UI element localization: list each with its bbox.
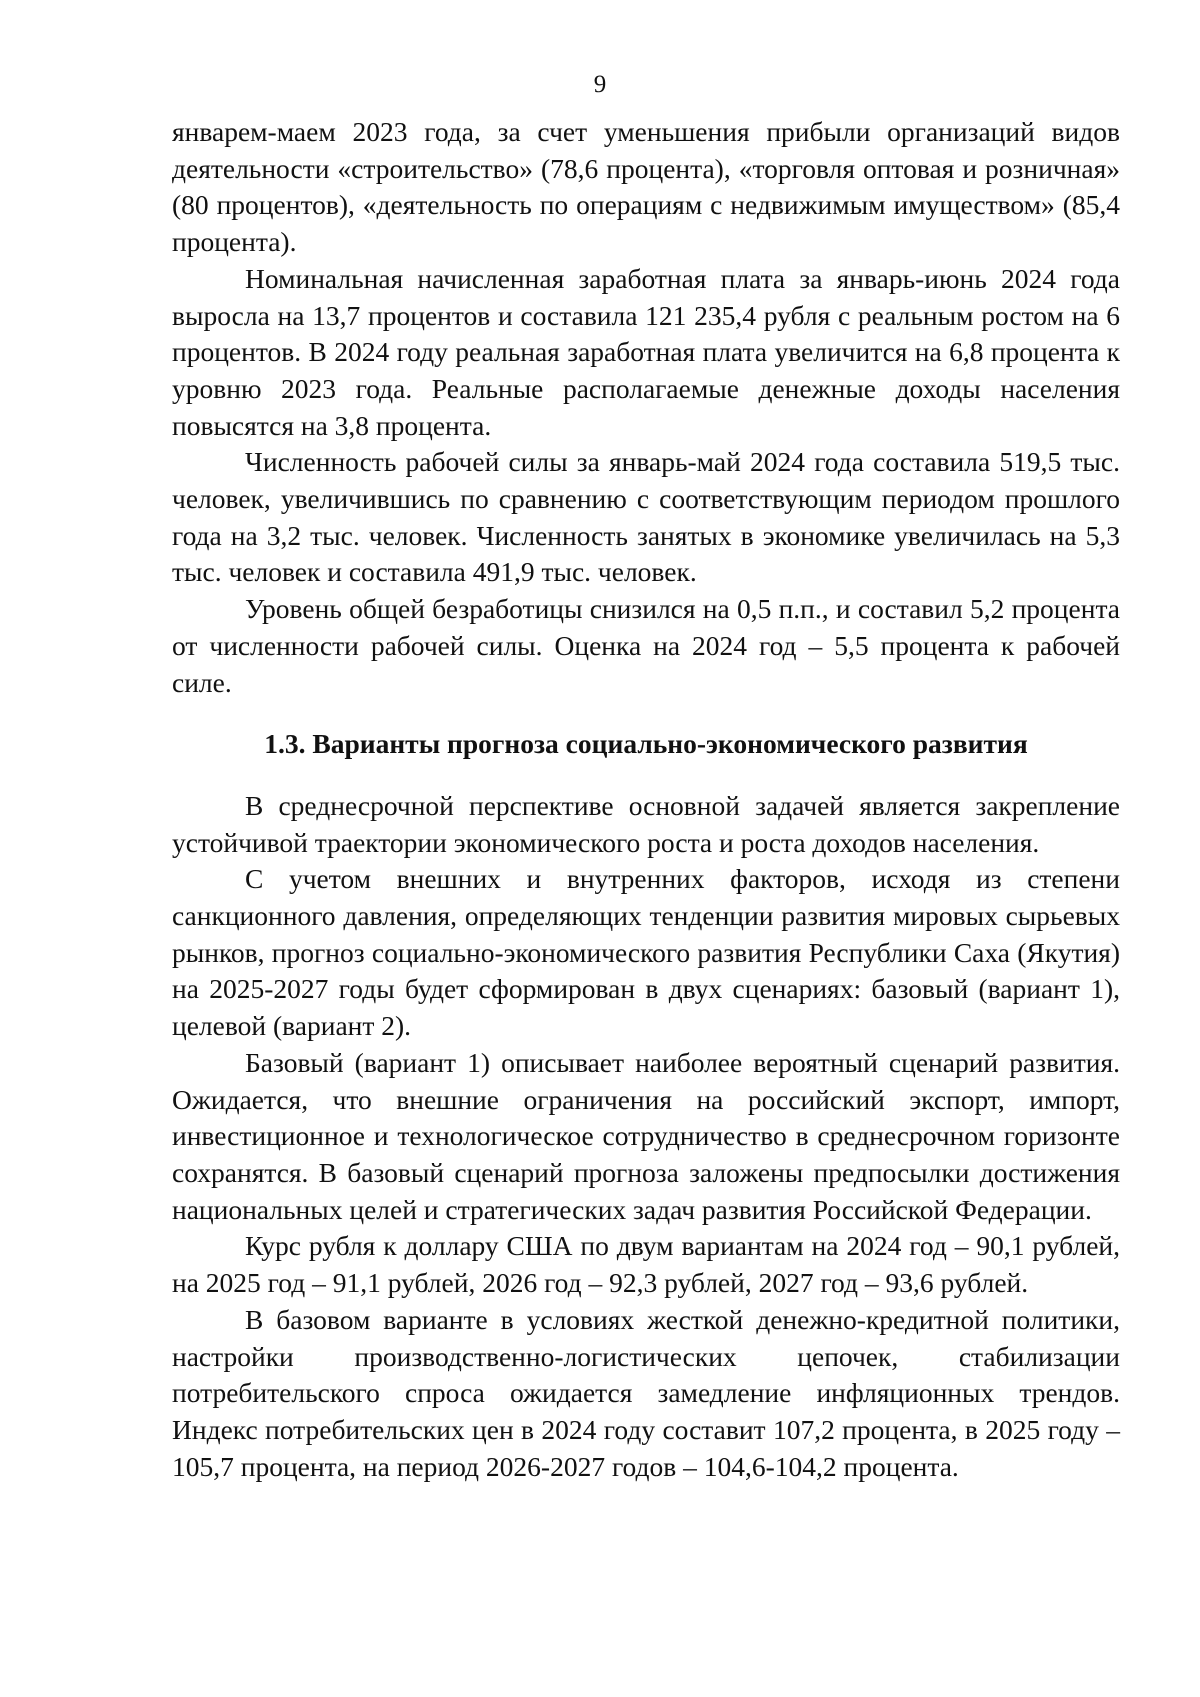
page-number: 9	[593, 71, 607, 98]
paragraph-exchange-rate: Курс рубля к доллару США по двум вариантам на 2024 год – 90,1 рублей, на 2025 год – 91,1 рублей, 2026 год – 92,3 рублей, 2027 год – 93,6 рублей.	[172, 1230, 1120, 1299]
paragraph-labor-force: Численность рабочей силы за январь-май 2024 года составила 519,5 тыс. человек, увеличившись по сравнению с соответствующим периодом прошлого года на 3,2 тыс. человек. Численность занятых в экономике увеличилась на 5,3 тыс. человек и составила 491,9 тыс. человек.	[172, 446, 1120, 588]
paragraph-continuation: январем-маем 2023 года, за счет уменьшения прибыли организаций видов деятельности «строительство» (78,6 процента), «торговля оптовая и розничная» (80 процентов), «деятельность по операциям с недвижимым имуществом» (85,4 процента).	[172, 116, 1120, 258]
paragraph-inflation: В базовом варианте в условиях жесткой денежно-кредитной политики, настройки производственно-логистических цепочек, стабилизации потребительского спроса ожидается замедление инфляционных трендов. Индекс потребительских цен в 2024 году составит 107,2 процента, в 2025 году – 105,7 процента, на период 2026-2027 годов – 104,6-104,2 процента.	[172, 1303, 1120, 1482]
document-body	[172, 114, 1120, 1485]
paragraph-unemployment: Уровень общей безработицы снизился на 0,5 п.п., и составил 5,2 процента от численности рабочей силы. Оценка на 2024 год – 5,5 процента к рабочей силе.	[172, 593, 1120, 698]
paragraph-medium-term: В среднесрочной перспективе основной задачей является закрепление устойчивой траектории экономического роста и роста доходов населения.	[172, 789, 1120, 858]
paragraph-wages: Номинальная начисленная заработная плата за январь-июнь 2024 года выросла на 13,7 процентов и составила 121 235,4 рубля с реальным ростом на 6 процентов. В 2024 году реальная заработная плата увеличится на 6,8 процента к уровню 2023 года. Реальные располагаемые денежные доходы населения повысятся на 3,8 процента.	[172, 262, 1120, 441]
paragraph-scenarios: С учетом внешних и внутренних факторов, исходя из степени санкционного давления, определяющих тенденции развития мировых сырьевых рынков, прогноз социально-экономического развития Республики Саха (Якутия) на 2025-2027 годы будет сформирован в двух сценариях: базовый (вариант 1), целевой (вариант 2).	[172, 863, 1120, 1042]
paragraph-base-scenario: Базовый (вариант 1) описывает наиболее вероятный сценарий развития. Ожидается, что внешние ограничения на российский экспорт, импорт, инвестиционное и технологическое сотрудничество в среднесрочном горизонте сохранятся. В базовый сценарий прогноза заложены предпосылки достижения национальных целей и стратегических задач развития Российской Федерации.	[172, 1046, 1120, 1225]
section-heading: 1.3. Варианты прогноза социально-экономического развития	[264, 728, 1028, 760]
